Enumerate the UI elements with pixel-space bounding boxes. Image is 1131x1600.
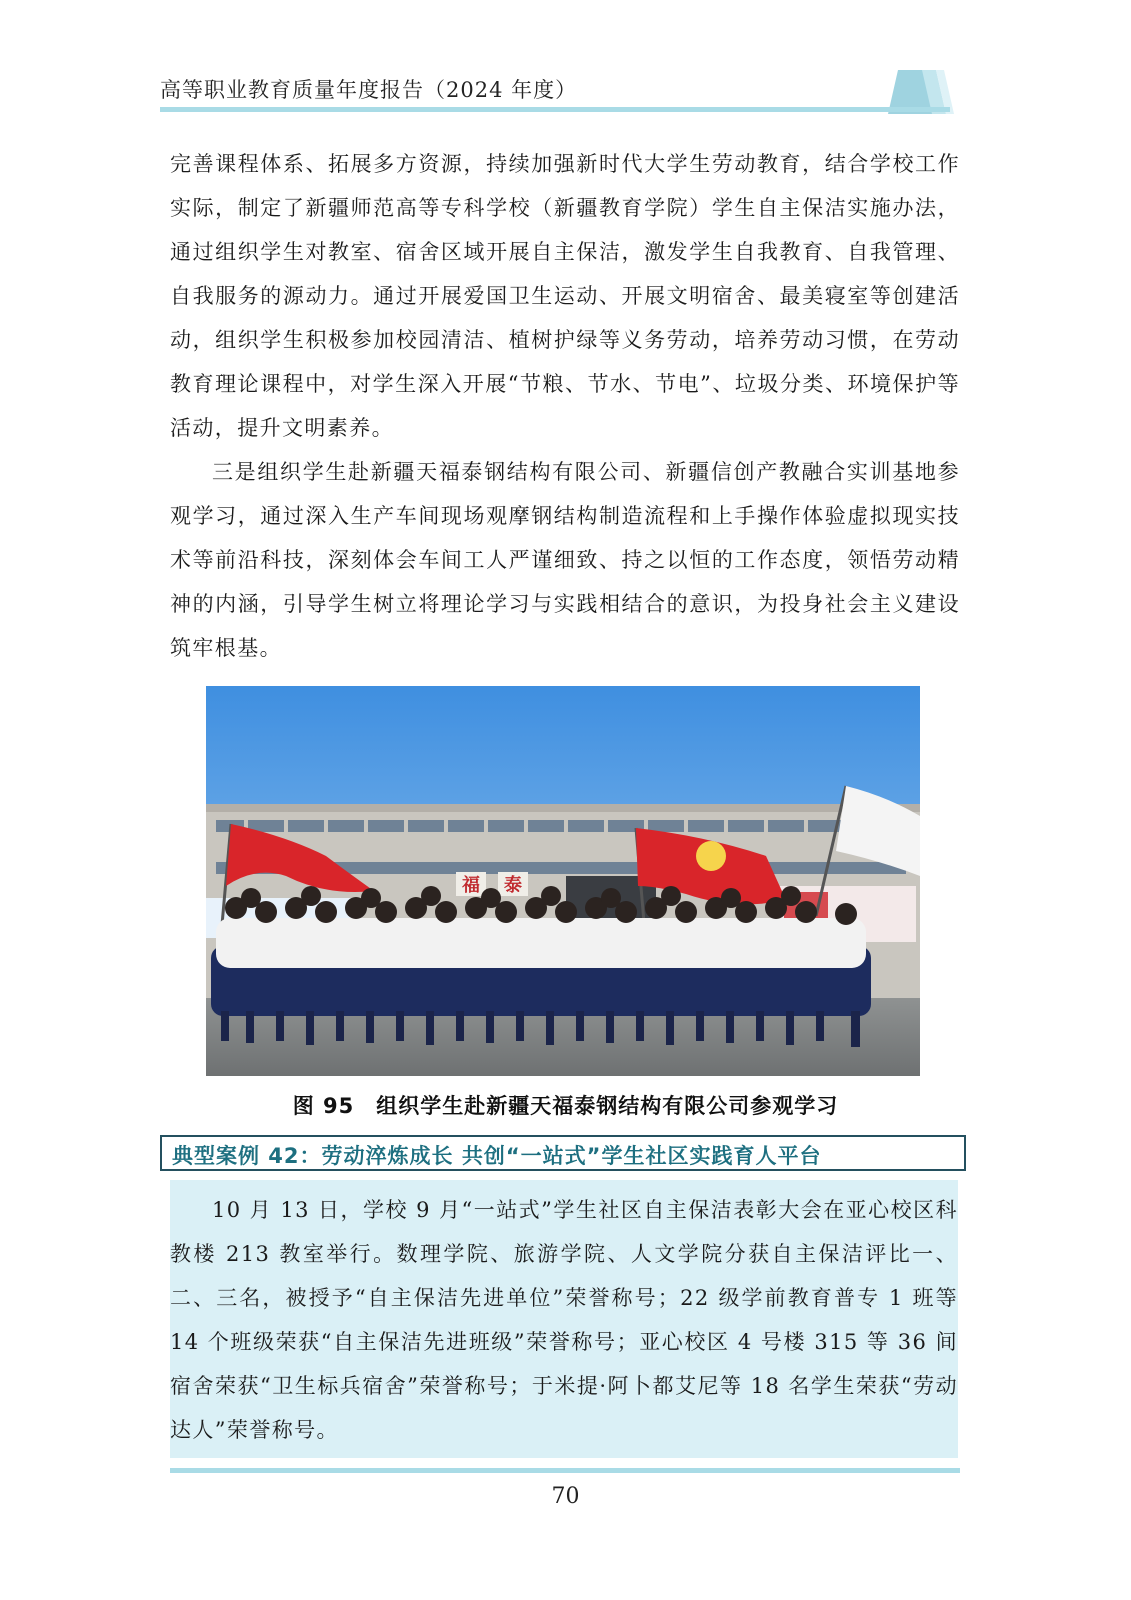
figure-caption: 图 95 组织学生赴新疆天福泰钢结构有限公司参观学习 xyxy=(292,1094,839,1118)
page-number: 70 xyxy=(551,1484,580,1509)
case-text: 10 月 13 日，学校 9 月“一站式”学生社区自主保洁表彰大会在亚心校区科教楼 213 教室举行。数理学院、旅游学院、人文学院分获自主保洁评比一、二、三名，被授予“自主保洁先进单位”荣誉称号；22 级学前教育普专 1 班等 14 个班级荣获“自主保洁先进班级”荣誉称号；亚心校区 4 号楼 315 等 36 间宿舍荣获“卫生标兵宿舍”荣誉称号；于米提·阿卜都艾尼等 18 名学生荣获“劳动达人”荣誉称号。 xyxy=(170,1198,958,1442)
header-title: 高等职业教育质量年度报告（2024 年度） xyxy=(160,78,578,102)
building-sign-2: 泰 xyxy=(504,875,522,896)
case-title-box xyxy=(160,1135,966,1171)
case-box xyxy=(170,1180,958,1458)
case-title: 典型案例 42：劳动淬炼成长 共创“一站式”学生社区实践育人平台 xyxy=(172,1144,822,1168)
body-paragraph-2: 三是组织学生赴新疆天福泰钢结构有限公司、新疆信创产教融合实训基地参观学习，通过深入生产车间现场观摩钢结构制造流程和上手操作体验虚拟现实技术等前沿科技，深刻体会车间工人严谨细致、持之以恒的工作态度，领悟劳动精神的内涵，引导学生树立将理论学习与实践相结合的意识，为投身社会主义建设筑牢根基。 xyxy=(170,460,960,660)
body-paragraph-1: 完善课程体系、拓展多方资源，持续加强新时代大学生劳动教育，结合学校工作实际，制定了新疆师范高等专科学校（新疆教育学院）学生自主保洁实施办法，通过组织学生对教室、宿舍区域开展自主保洁，激发学生自我教育、自我管理、自我服务的源动力。通过开展爱国卫生运动、开展文明宿舍、最美寝室等创建活动，组织学生积极参加校园清洁、植树护绿等义务劳动，培养劳动习惯，在劳动教育理论课程中，对学生深入开展“节粮、节水、节电”、垃圾分类、环境保护等活动，提升文明素养。 xyxy=(170,152,960,440)
building-sign-1: 福 xyxy=(462,875,480,896)
footer-rule xyxy=(170,1468,960,1473)
group-photo xyxy=(206,686,920,1076)
header-rule xyxy=(160,107,950,112)
